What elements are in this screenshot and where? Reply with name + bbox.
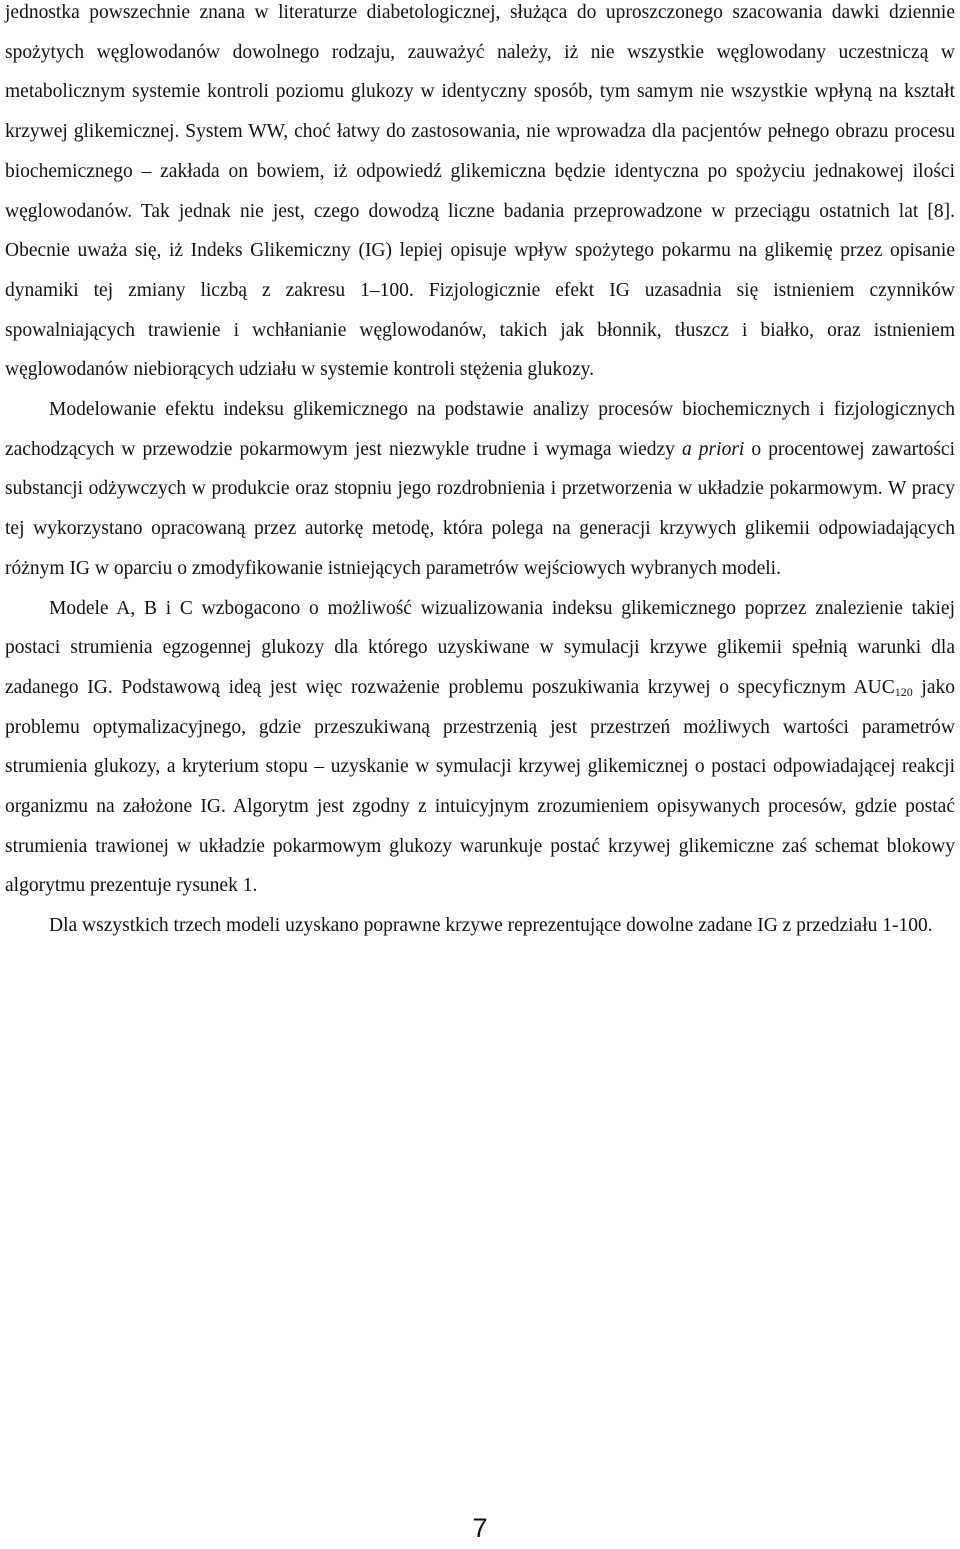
paragraph-text: Modelowanie efektu indeksu glikemicznego na podstawie analizy procesów biochemicznych i fizjologicznych zachodzących w przewodzie pokarmowym jest niezwykle trudne i wymaga wiedzy	[5, 399, 955, 460]
paragraph-models-abc	[5, 589, 955, 907]
paragraph-text: o procentowej zawartości substancji odżywczych w produkcie oraz stopniu jego rozdrobnienia i przetworzenia w układzie pokarmowym. W pracy tej wykorzystano opracowaną przez autorkę metodę, która polega na generacji krzywych glikemii odpowiadających różnym IG w oparciu o zmodyfikowanie istniejących parametrów wejściowych wybranych modeli.	[5, 438, 955, 579]
paragraph-text: Dla wszystkich trzech modeli uzyskano poprawne krzywe reprezentujące dowolne zadane IG z przedziału 1-100.	[49, 915, 933, 937]
paragraph-modeling-effect	[5, 390, 955, 589]
subscript: 120	[894, 684, 913, 699]
page-number: 7	[472, 1513, 488, 1543]
paragraph-text: jednostka powszechnie znana w literaturze diabetologicznej, służąca do uproszczonego szacowania dawki dziennie spożytych węglowodanów dowolnego rodzaju, zauważyć należy, iż nie wszystkie węglowodany uczestniczą w metabolicznym systemie kontroli poziomu glukozy w identyczny sposób, tym samym nie wszystkie wpłyną na kształt krzywej glikemicznej. System WW, choć łatwy do zastosowania, nie wprowadza dla pacjentów pełnego obrazu procesu biochemicznego – zakłada on bowiem, iż odpowiedź glikemiczna będzie identyczna po spożyciu jednakowej ilości węglowodanów. Tak jednak nie jest, czego dowodzą liczne badania przeprowadzone w przeciągu ostatnich lat [8]. Obecnie uważa się, iż Indeks Glikemiczny (IG) lepiej opisuje wpływ spożytego pokarmu na glikemię przez opisanie dynamiki tej zmiany liczbą z zakresu 1–100. Fizjologicznie efekt IG uzasadnia się istnieniem czynników spowalniających trawienie i wchłanianie węglowodanów, takich jak błonnik, tłuszcz i białko, oraz istnieniem węglowodanów niebiorących udziału w systemie kontroli stężenia glukozy.	[5, 2, 955, 381]
paragraph-results	[5, 906, 955, 946]
italic-term: a priori	[682, 438, 745, 460]
paragraph-text: jako problemu optymalizacyjnego, gdzie przeszukiwaną przestrzenią jest przestrzeń możliwych wartości parametrów strumienia glukozy, a kryterium stopu – uzyskanie w symulacji krzywej glikemicznej o postaci odpowiadającej reakcji organizmu na założone IG. Algorytm jest zgodny z intuicyjnym zrozumieniem opisywanych procesów, gdzie postać strumienia trawionej w układzie pokarmowym glukozy warunkuje postać krzywej glikemiczne zaś schemat blokowy algorytmu prezentuje rysunek 1.	[5, 676, 955, 897]
paragraph-glycemic-index-intro	[5, 0, 955, 390]
document-page	[5, 0, 955, 946]
paragraph-text: Modele A, B i C wzbogacono o możliwość wizualizowania indeksu glikemicznego poprzez znalezienie takiej postaci strumienia egzogennej glukozy dla którego uzyskiwane w symulacji krzywe glikemii spełnią warunki dla zadanego IG. Podstawową ideą jest więc rozważenie problemu poszukiwania krzywej o specyficznym AUC	[5, 597, 955, 698]
